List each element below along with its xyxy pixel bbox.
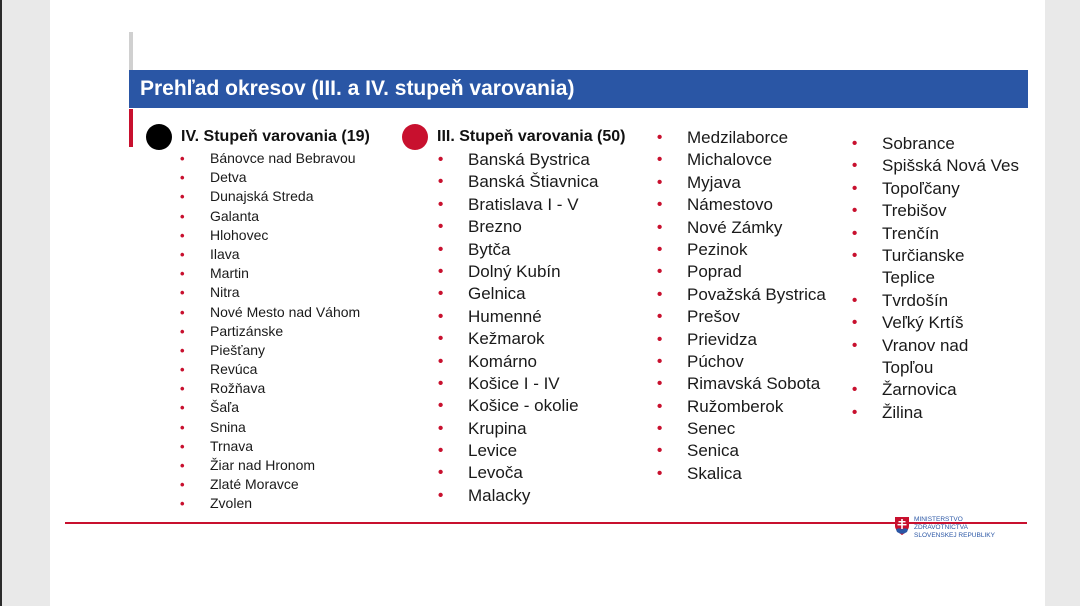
district-item: • Banská Štiavnica	[438, 171, 598, 193]
district-item: • Detva	[180, 168, 360, 187]
district-item: • Bánovce nad Bebravou	[180, 149, 360, 168]
district-item: • Dolný Kubín	[438, 261, 598, 283]
district-item: • Tvrdošín	[852, 290, 1019, 312]
district-item: • Spišská Nová Ves	[852, 155, 1019, 177]
district-item: • Námestovo	[657, 194, 826, 216]
legend-stage-iv-label: IV. Stupeň varovania (19)	[181, 128, 370, 145]
district-item: • Komárno	[438, 351, 598, 373]
district-item: • Sobrance	[852, 133, 1019, 155]
district-item: • Pezinok	[657, 239, 826, 261]
district-item: • Levoča	[438, 462, 598, 484]
district-item: • Brezno	[438, 216, 598, 238]
legend-stage-iii-label: III. Stupeň varovania (50)	[437, 128, 626, 145]
district-item: • Levice	[438, 440, 598, 462]
district-item: • Trebišov	[852, 200, 1019, 222]
logo-line-3: SLOVENSKEJ REPUBLIKY	[914, 532, 995, 539]
footer-divider	[65, 522, 1027, 524]
district-item: • Kežmarok	[438, 328, 598, 350]
stage-iii-list-col1	[438, 149, 598, 507]
district-item: • Zlaté Moravce	[180, 475, 360, 494]
district-item: • Senec	[657, 418, 826, 440]
screen-left-edge	[0, 0, 2, 606]
logo-line-2: ZDRAVOTNÍCTVA	[914, 524, 968, 531]
district-item: • Partizánske	[180, 322, 360, 341]
black-dot-icon	[146, 124, 172, 150]
district-item: • Zvolen	[180, 494, 360, 513]
district-item: • Medzilaborce	[657, 127, 826, 149]
district-item: • Veľký Krtíš	[852, 312, 1019, 334]
district-item: • Gelnica	[438, 283, 598, 305]
district-item: • Nitra	[180, 283, 360, 302]
district-item: • Martin	[180, 264, 360, 283]
district-item: • Humenné	[438, 306, 598, 328]
stage-iii-list-col3	[852, 133, 1019, 424]
district-item: • Poprad	[657, 261, 826, 283]
district-item: • Považská Bystrica	[657, 284, 826, 306]
district-item: • Topoľčany	[852, 178, 1019, 200]
district-item: • Trnava	[180, 437, 360, 456]
red-dot-icon	[402, 124, 428, 150]
stage-iv-list	[180, 149, 360, 514]
district-item: • Revúca	[180, 360, 360, 379]
district-item: • Malacky	[438, 485, 598, 507]
district-item: • Šaľa	[180, 398, 360, 417]
district-item: • Nové Zámky	[657, 217, 826, 239]
district-item: • Ružomberok	[657, 396, 826, 418]
district-item: • Hlohovec	[180, 226, 360, 245]
district-item: • Žiar nad Hronom	[180, 456, 360, 475]
district-item: • Bratislava I - V	[438, 194, 598, 216]
district-item: • Žarnovica	[852, 379, 1019, 401]
district-item: • Košice I - IV	[438, 373, 598, 395]
district-item: • Turčianske	[852, 245, 1019, 267]
ministry-logo	[894, 514, 1004, 544]
page-title: Prehľad okresov (III. a IV. stupeň varovania)	[129, 70, 1028, 108]
district-item: • Galanta	[180, 207, 360, 226]
district-item: • Rimavská Sobota	[657, 373, 826, 395]
district-item: • Prešov	[657, 306, 826, 328]
district-item: • Michalovce	[657, 149, 826, 171]
district-item: • Púchov	[657, 351, 826, 373]
district-item: • Košice - okolie	[438, 395, 598, 417]
district-item: • Nové Mesto nad Váhom	[180, 303, 360, 322]
district-item: • Snina	[180, 418, 360, 437]
district-item: • Myjava	[657, 172, 826, 194]
district-item: • Bytča	[438, 239, 598, 261]
stage-iii-list-col2	[657, 127, 826, 485]
district-item: Teplice	[882, 268, 935, 288]
district-item: • Ilava	[180, 245, 360, 264]
slovak-coat-of-arms-icon	[894, 516, 910, 536]
district-item: • Skalica	[657, 463, 826, 485]
legend-accent-red	[129, 109, 133, 147]
district-item: • Piešťany	[180, 341, 360, 360]
title-accent-gray	[129, 32, 133, 72]
district-item: • Žilina	[852, 402, 1019, 424]
district-item: • Dunajská Streda	[180, 187, 360, 206]
district-item: • Senica	[657, 440, 826, 462]
logo-line-1: MINISTERSTVO	[914, 516, 963, 523]
district-item: Topľou	[882, 357, 934, 377]
district-item: • Prievidza	[657, 329, 826, 351]
district-item: • Trenčín	[852, 223, 1019, 245]
district-item: • Rožňava	[180, 379, 360, 398]
district-item: • Krupina	[438, 418, 598, 440]
district-item: • Vranov nad	[852, 335, 1019, 357]
district-item: • Banská Bystrica	[438, 149, 598, 171]
